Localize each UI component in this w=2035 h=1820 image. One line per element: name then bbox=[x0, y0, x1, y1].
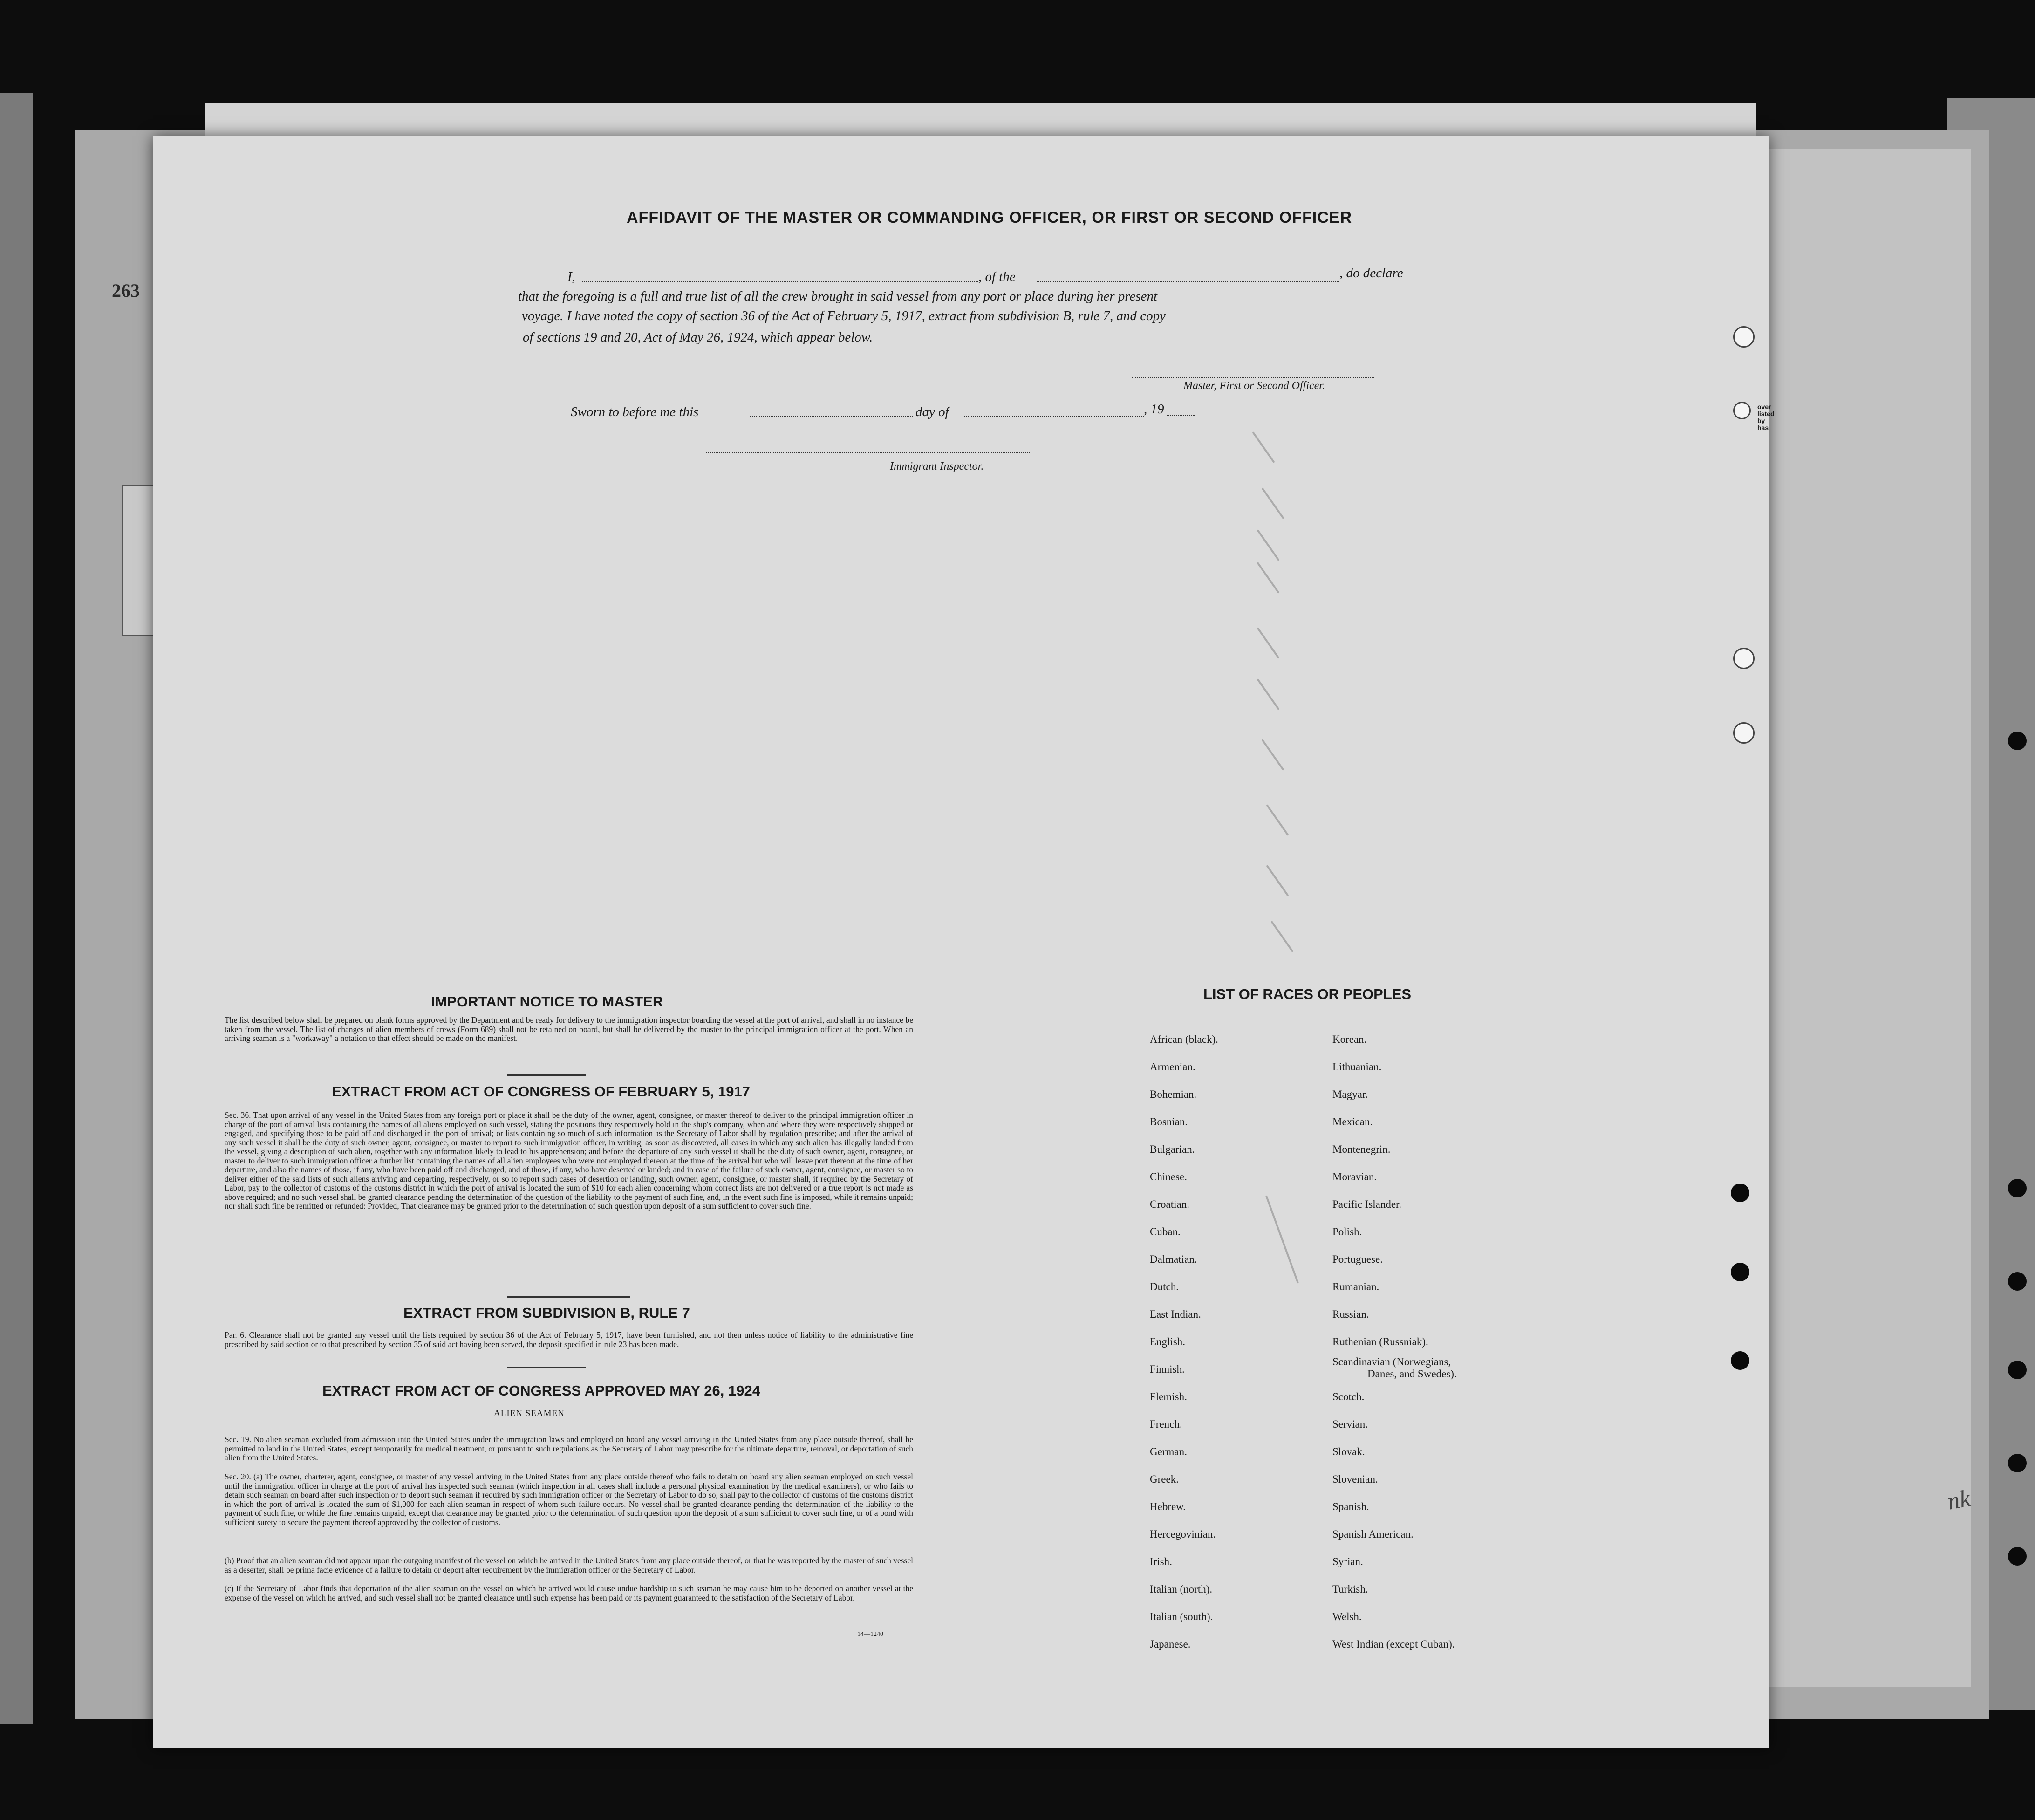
section-divider bbox=[507, 1367, 586, 1368]
punch-hole bbox=[1731, 1184, 1749, 1202]
race-left: Chinese. bbox=[1150, 1171, 1187, 1183]
punch-hole bbox=[1731, 1351, 1749, 1370]
race-right: Mexican. bbox=[1332, 1116, 1373, 1128]
notice-title: IMPORTANT NOTICE TO MASTER bbox=[431, 993, 663, 1010]
race-right: Portuguese. bbox=[1332, 1253, 1383, 1265]
race-right: Ruthenian (Russniak). bbox=[1332, 1336, 1428, 1348]
race-right: Montenegrin. bbox=[1332, 1143, 1391, 1155]
race-left: East Indian. bbox=[1150, 1308, 1201, 1320]
affidavit-i: I, bbox=[567, 269, 575, 284]
race-right-continuation: Danes, and Swedes). bbox=[1367, 1368, 1457, 1380]
sworn-day-line bbox=[750, 416, 913, 417]
sworn-year: , 19 bbox=[1144, 402, 1164, 417]
race-left: Bulgarian. bbox=[1150, 1143, 1195, 1155]
race-left: Japanese. bbox=[1150, 1638, 1191, 1650]
race-right: Spanish. bbox=[1332, 1501, 1369, 1512]
race-left: Finnish. bbox=[1150, 1363, 1185, 1375]
inspector-signature-line bbox=[706, 452, 1030, 453]
punch-hole bbox=[2008, 732, 2027, 750]
punch-hole bbox=[2008, 1179, 2027, 1197]
extract-1917-text: Sec. 36. That upon arrival of any vessel in the United States from any foreign port or place it shall be the duty of the owner, agent, consignee, or master thereof to deliver to the principal immigration officer in charge of the port of arrival lists containing the names of all aliens employed on such vessel, stating the positions they respectively hold in the ship's company, when and where they were respectively shipped or engaged, and specifying those to be paid off and discharged in the port of arrival; or lists containing so much of such information as the Secretary of Labor shall by regulation prescribe; and after the arrival of any such vessel it shall be the duty of such owner, agent, consignee, or master to report to such immigration officer, in writing, as soon as discovered, all cases in which any such alien has illegally landed from the vessel, giving a description of such alien, together with any information likely to lead to his apprehension; and before the departure of any such vessel it shall be the duty of such owner, agent, consignee, or master to deliver to such immigration officer a further list containing the names of all alien employees who were not employed thereon at the time of the arrival but who will leave port thereon at the time of her departure, and also the names of those, if any, who have been paid off and discharged, and of those, if any, who have deserted or landed; and in case of the failure of such owner, agent, consignee, or master so to deliver either of the said lists of such aliens arriving and departing, respectively, or so to report such cases of desertion or landing, such owner, agent, consignee, or master shall, if required by the Secretary of Labor, pay to the collector of customs of the customs district in which the port of arrival is located the sum of $10 for each alien concerning whom correct lists are not delivered or a true report is not made as above required; and no such vessel shall be granted clearance pending the determination of the question of the liability to the payment of such fine, and, in the event such fine is imposed, while it remains unpaid; nor shall such fine be remitted or refunded: Provided, That clearance may be granted prior to the determination of such question upon deposit of a sum sufficient to cover such fine. bbox=[225, 1110, 913, 1211]
sworn-day-of: day of bbox=[915, 404, 949, 419]
vessel-name-line bbox=[1037, 281, 1339, 282]
race-right: Polish. bbox=[1332, 1226, 1362, 1238]
sworn-year-line bbox=[1167, 415, 1195, 416]
punch-hole bbox=[1731, 1263, 1749, 1281]
race-left: Croatian. bbox=[1150, 1198, 1189, 1210]
affidavit-of-the: , of the bbox=[978, 269, 1016, 284]
affidavit-title: AFFIDAVIT OF THE MASTER OR COMMANDING OFFICER, OR FIRST OR SECOND OFFICER bbox=[627, 209, 1352, 226]
punch-hole bbox=[2008, 1547, 2027, 1566]
section-divider bbox=[507, 1296, 630, 1298]
race-right: Lithuanian. bbox=[1332, 1061, 1382, 1073]
races-title: LIST OF RACES OR PEOPLES bbox=[1203, 986, 1412, 1002]
right-margin-note: over listed by has bbox=[1757, 403, 1775, 431]
pencil-note: nk bbox=[1945, 1485, 1973, 1515]
margin-number: 263 bbox=[112, 280, 140, 301]
race-left: German. bbox=[1150, 1446, 1187, 1457]
race-right: Pacific Islander. bbox=[1332, 1198, 1402, 1210]
race-left: Armenian. bbox=[1150, 1061, 1195, 1073]
extract-1917-title: EXTRACT FROM ACT OF CONGRESS OF FEBRUARY 5, 1917 bbox=[332, 1083, 750, 1100]
race-left: Irish. bbox=[1150, 1556, 1172, 1567]
affidavit-line-3: voyage. I have noted the copy of section 36 of the Act of February 5, 1917, extract from subdivision B, rule 7, and copy bbox=[522, 308, 1166, 323]
punch-hole bbox=[1733, 648, 1755, 669]
subdivision-b-title: EXTRACT FROM SUBDIVISION B, RULE 7 bbox=[403, 1305, 690, 1321]
race-left: Bohemian. bbox=[1150, 1088, 1197, 1100]
background-sheet-left bbox=[0, 93, 33, 1724]
punch-hole bbox=[1733, 326, 1755, 348]
race-left: Greek. bbox=[1150, 1473, 1179, 1485]
race-right: Welsh. bbox=[1332, 1611, 1362, 1622]
race-left: African (black). bbox=[1150, 1033, 1218, 1045]
sworn-month-line bbox=[964, 416, 1144, 417]
race-right: Servian. bbox=[1332, 1418, 1368, 1430]
notice-text: The list described below shall be prepared on blank forms approved by the Department and be ready for delivery to the immigration inspector boarding the vessel at the port of arrival, and shall in no instance be taken from the vessel. The list of changes of alien members of crews (Form 689) shall not be retained on board, but shall be delivered by the master to the principal immigration officer at the port. When an arriving seaman is a "workaway" a notation to that effect should be made on the manifest. bbox=[225, 1015, 913, 1043]
race-left: Hebrew. bbox=[1150, 1501, 1186, 1512]
race-right: West Indian (except Cuban). bbox=[1332, 1638, 1455, 1650]
race-left: English. bbox=[1150, 1336, 1186, 1348]
race-right: Slovak. bbox=[1332, 1446, 1365, 1457]
extract-1924-sec20c: (c) If the Secretary of Labor finds that deportation of the alien seaman on the vessel on which he arrived would cause undue hardship to such seaman he may cause him to be deported on another vessel at the expense of the vessel on which he arrived, and such vessel shall not be granted clearance until such expense has been paid or its payment guaranteed to the satisfaction of the Secretary of Labor. bbox=[225, 1584, 913, 1602]
punch-hole bbox=[2008, 1272, 2027, 1291]
race-right: Scotch. bbox=[1332, 1391, 1365, 1403]
race-right: Turkish. bbox=[1332, 1583, 1368, 1595]
race-left: Italian (south). bbox=[1150, 1611, 1213, 1622]
race-right: Magyar. bbox=[1332, 1088, 1368, 1100]
affidavit-line-4: of sections 19 and 20, Act of May 26, 1924, which appear below. bbox=[523, 330, 873, 345]
race-right: Scandinavian (Norwegians, bbox=[1332, 1356, 1451, 1368]
inspector-label: Immigrant Inspector. bbox=[890, 460, 984, 472]
affidavit-declare: , do declare bbox=[1339, 266, 1403, 281]
race-left: Bosnian. bbox=[1150, 1116, 1188, 1128]
race-right: Moravian. bbox=[1332, 1171, 1377, 1183]
race-left: Italian (north). bbox=[1150, 1583, 1213, 1595]
affidavit-line-2: that the foregoing is a full and true list of all the crew brought in said vessel from any port or place during her present bbox=[518, 289, 1158, 304]
subdivision-b-text: Par. 6. Clearance shall not be granted any vessel until the lists required by section 36 of the Act of February 5, 1917, have been furnished, and not then unless notice of liability to the administrative fine prescribed by said section or to that prescribed by section 35 of said act having been served, the deposit specified in rule 23 has been made. bbox=[225, 1330, 913, 1349]
form-number: 14—1240 bbox=[857, 1631, 883, 1638]
extract-1924-title: EXTRACT FROM ACT OF CONGRESS APPROVED MAY 26, 1924 bbox=[322, 1382, 760, 1399]
master-name-line bbox=[582, 281, 978, 282]
extract-1924-sec19: Sec. 19. No alien seaman excluded from admission into the United States under the immigration laws and employed on board any vessel arriving in the United States from any place outside thereof, shall be permitted to land in the United States, except temporarily for medical treatment, or pursuant to such regulations as the Secretary of Labor may prescribe for the ultimate departure, removal, or deportation of such alien from the United States. bbox=[225, 1435, 913, 1462]
race-right: Korean. bbox=[1332, 1033, 1367, 1045]
section-divider bbox=[507, 1074, 586, 1076]
extract-1924-sec20b: (b) Proof that an alien seaman did not appear upon the outgoing manifest of the vessel on which he arrived in the United States from any place outside thereof, or that he was reported by the master of such vessel as a deserter, shall be prima facie evidence of a failure to detain or deport after requirement by the immigration officer or the Secretary of Labor. bbox=[225, 1556, 913, 1574]
race-left: Hercegovinian. bbox=[1150, 1528, 1216, 1540]
race-right: Slovenian. bbox=[1332, 1473, 1378, 1485]
sworn-prefix: Sworn to before me this bbox=[571, 404, 699, 419]
race-right: Russian. bbox=[1332, 1308, 1369, 1320]
race-right: Spanish American. bbox=[1332, 1528, 1414, 1540]
punch-hole bbox=[1733, 402, 1751, 419]
race-left: Flemish. bbox=[1150, 1391, 1187, 1403]
alien-seamen-subtitle: ALIEN SEAMEN bbox=[494, 1409, 565, 1418]
master-signature-line bbox=[1132, 377, 1374, 378]
master-signature-label: Master, First or Second Officer. bbox=[1183, 380, 1325, 392]
race-left: French. bbox=[1150, 1418, 1182, 1430]
punch-hole bbox=[1733, 722, 1755, 744]
race-left: Cuban. bbox=[1150, 1226, 1181, 1238]
race-right: Syrian. bbox=[1332, 1556, 1363, 1567]
underlying-manifest-right bbox=[1766, 149, 1971, 1687]
punch-hole bbox=[2008, 1361, 2027, 1379]
race-left: Dalmatian. bbox=[1150, 1253, 1197, 1265]
punch-hole bbox=[2008, 1454, 2027, 1472]
race-right: Rumanian. bbox=[1332, 1281, 1379, 1293]
extract-1924-sec20a: Sec. 20. (a) The owner, charterer, agent, consignee, or master of any vessel arriving in the United States from any place outside thereof who fails to detain on board any alien seaman employed on such vessel until the immigration officer in charge at the port of arrival has inspected such seaman (which inspection in all cases shall include a personal physical examination by the medical examiners), or who fails to detain such seaman on board after such inspection or to deport such seaman if required by such immigration officer or the Secretary of Labor to do so, shall pay to the collector of customs of the customs district in which the port of arrival is located the sum of $1,000 for each alien seaman in respect of whom such failure occurs. No vessel shall be granted clearance pending the determination of the liability to the payment of such fine, or while the fine remains unpaid, except that clearance may be granted prior to the determination of such question upon the deposit of a sum sufficient to cover such fine, or of a bond with sufficient surety to secure the payment thereof approved by the collector of customs. bbox=[225, 1472, 913, 1527]
race-left: Dutch. bbox=[1150, 1281, 1179, 1293]
